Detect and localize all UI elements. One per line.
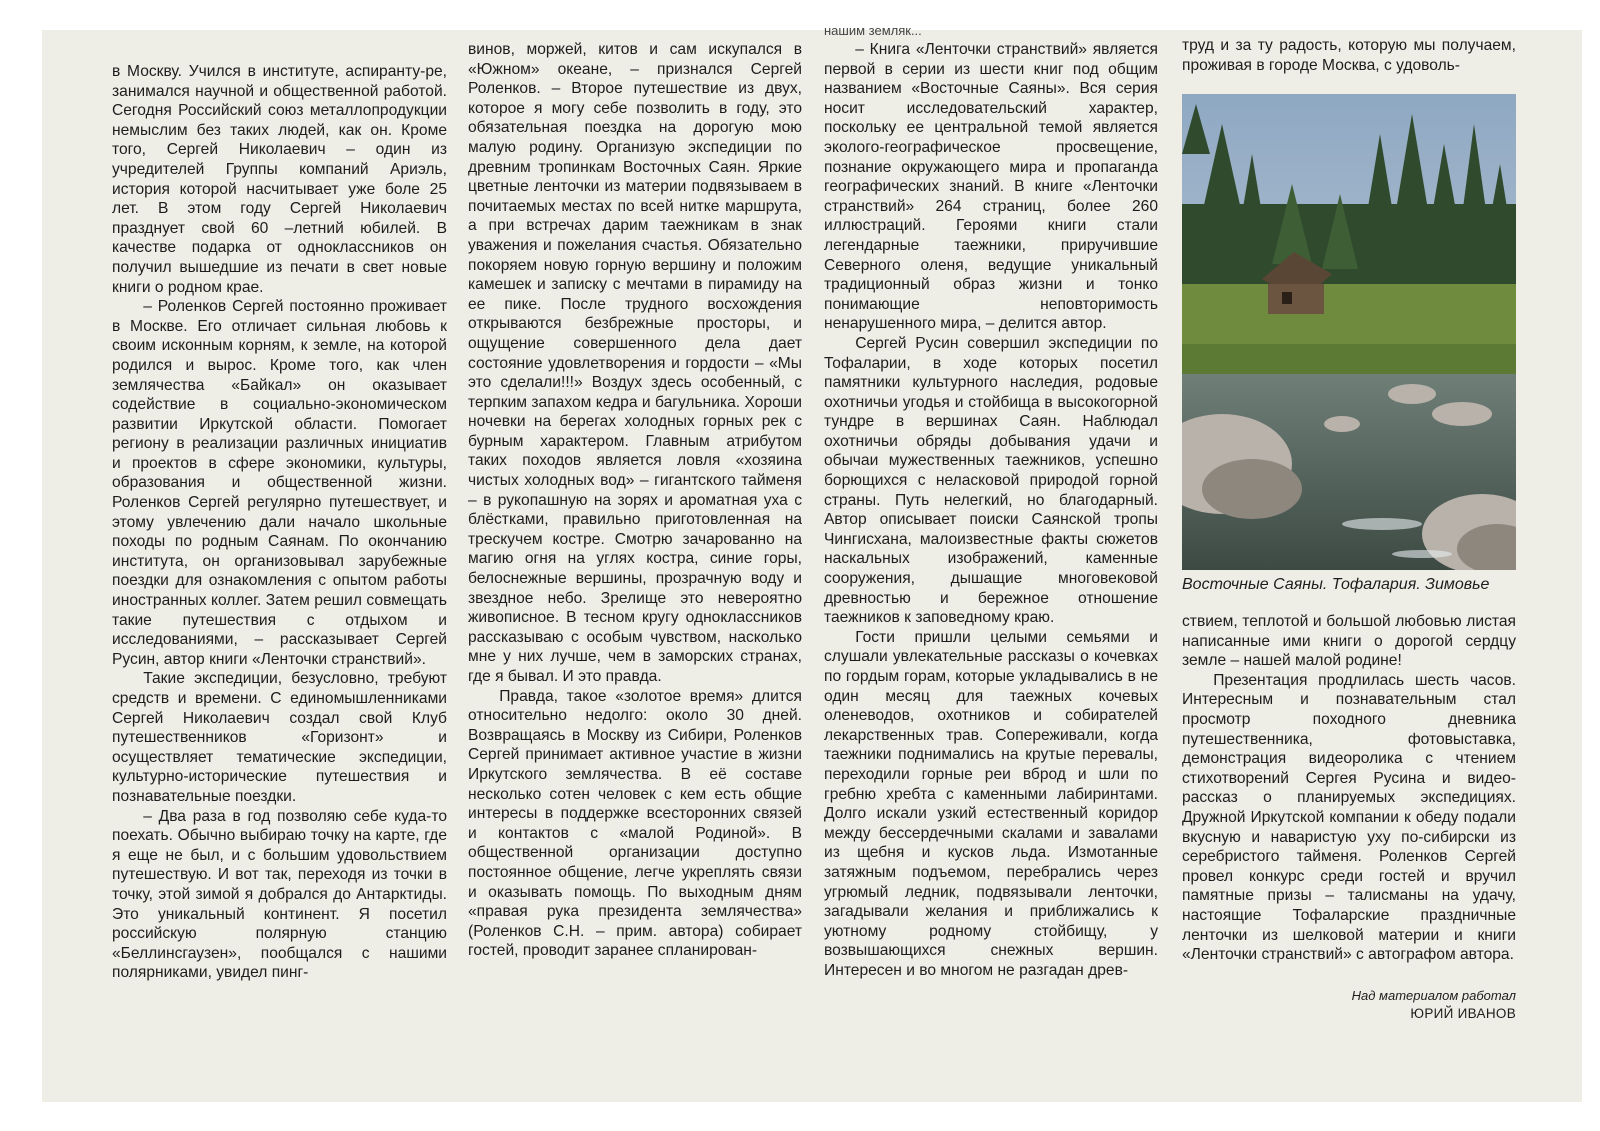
article-paragraph: Сергей Русин совершил экспедиции по Тофаларии, в ходе которых посетил памятники культурного наследия, родовые охотничьи угодья и стойбища в высокогорной тундре в вершинах Саян. Наблюдал охотничьи обряды добывания удачи и обычаи мужественных таежников, успешно борющихся с неласковой природой горной страны. Путь нелегкий, но благодарный. Автор описывает поиски Саянской тропы Чингисхана, малоизвестные факты сюжетов наскальных изображений, каменные сооружения, дышащие многовековой древностью и бережное отношение таежников к заповедному краю.	[824, 334, 1158, 627]
author-name: ЮРИЙ ИВАНОВ	[1410, 1006, 1516, 1021]
landscape-photo-icon	[1182, 94, 1516, 570]
cropped-top-fragment: нашим земляк...	[824, 26, 922, 36]
article-paragraph: винов, моржей, китов и сам искупался в «Южном» океане, – признался Сергей Роленков. – Второе путешествие из двух, которое я могу себе позволить в году, это обязательная поездка на дорогую мою малую родину. Организую экспедиции по древним тропинкам Восточных Саян. Яркие цветные ленточки из материи подвязываем в почитаемых местах по всей нитке маршрута, а при встречах дарим таежникам в знак уважения и пожелания счастья. Обязательно покоряем новую горную вершину и положим камешек и записку с мечтами в пирамиду на ее пике. После трудного восхождения открываются безбрежные просторы, и ощущение совершенного дела дает состояние удовлетворения и гордости – «Мы это сделали!!!» Воздух здесь особенный, с терпким запахом кедра и багульника. Хороши ночевки на берегах холодных горных рек с бурным характером. Главным атрибутом таких походов является ловля «хозяина чистых холодных вод» – гигантского тайменя – в рукопашную на зорях и ароматная уха с блёстками, правильно приготовленная на трескучем костре. Смотрю зачарованно на магию огня на углях костра, синие горы, белоснежные вершины, прозрачную воду и звездное небо. Зрелище это невероятно живописное. В тесном кругу одноклассников рассказываю с особым чувством, насколько мне у них лучше, чем в заморских странах, где я бывал. И это правда.	[468, 41, 802, 685]
article-paragraph: Презентация продлилась шесть часов. Интересным и познавательным стал просмотр походного дневника путешественника, фотовыставка, демонстрация видеоролика с чтением стихотворений Сергея Русина и видео-рассказ о планируемых экспедициях. Дружной Иркутской компании к обеду подали вкусную и наваристую уху по-сибирски из серебристого тайменя. Роленков Сергей провел конкурс среди гостей и вручил памятные призы – талисманы на удачу, настоящие Тофаларские праздничные ленточки из шелковой материи и книги «Ленточки странствий» с автографом автора.	[1182, 671, 1516, 964]
article-paragraph: Гости пришли целыми семьями и слушали увлекательные рассказы о кочевках по гордым горам, которые укладывались в не один месяц для таежных кочевых оленеводов, охотников и собирателей лекарственных трав. Сопереживали, когда таежники поднимались на крутые перевалы, переходили горные реи вброд и шли по гребню хребта с каменными лабиринтами. Долго искали узкий естественный коридор между бессердечными скалами и завалами из щебня и кусков льда. Измотанные затяжным подъемом, перебрались через угрюмый ледник, подвязывали ленточки, загадывали желания и приближались к уютному родному стойбищу, у возвышающихся снежных вершин. Интересен и во многом не разгадан древ-	[824, 628, 1158, 979]
article-paragraph: в Москву. Учился в институте, аспиранту-ре, занимался научной и общественной работой. Сегодня Российский союз металлопродукции немыслим без таких людей, как он. Кроме того, Сергей Николаевич – один из учредителей Группы компаний Ариэль, история которой насчитывает уже боле 25 лет. В этом году Сергей Николаевич празднует свой 60 –летний юбилей. В качестве подарка от одноклассников он получил вышедшие из печати в свет новые книги о родном крае.	[112, 63, 447, 296]
article-paragraph: – Роленков Сергей постоянно проживает в Москве. Его отличает сильная любовь к своим исконным корням, к земле, на которой родился и вырос. Кроме того, как член землячества «Байкал» он оказывает содействие в социально-экономическом развитии Иркутской области. Помогает региону в реализации различных инициатив и проектов в сфере экономики, культуры, образования и общественной жизни. Роленков Сергей регулярно путешествует, и этому увлечению дали начало школьные походы по родным Саянам. По окончанию института, он организовывал зарубежные поездки для ознакомления с опытом работы иностранных коллег. Затем решил совмещать такие путешествия с отдыхом и исследованиями, – рассказывает Сергей Русин, автор книги «Ленточки странствий».	[112, 298, 447, 668]
article-paragraph: Такие экспедиции, безусловно, требуют средств и времени. С единомышленниками Сергей Николаевич создал свой Клуб путешественников «Горизонт» и осуществляет тематические экспедиции, культурно-исторические путешествия и познавательные поездки.	[112, 670, 447, 805]
article-column-1	[112, 62, 447, 1052]
article-paragraph: Правда, такое «золотое время» длится относительно недолго: около 30 дней. Возвращаясь в Москву из Сибири, Роленков Сергей принимает активное участие в жизни Иркутского землячества. В её составе несколько сотен человек с кем есть общие интересы в поддержке всесторонних связей и контактов с «малой Родиной». В общественной организации доступно постоянное общение, легче укреплять связи и оказывать помощь. По выходным дням «правая рука президента землячества» (Роленков С.Н. – прим. автора) собирает гостей, проводит заранее спланирован-	[468, 687, 802, 960]
photo-caption: Восточные Саяны. Тофалария. Зимовье	[1182, 576, 1490, 593]
article-paragraph: – Два раза в год позволяю себе куда-то поехать. Обычно выбираю точку на карте, где я еще не был, и с большим удовольствием путешествую. И вот так, переходя из точки в точку, этой зимой я добрался до Антарктиды. Это уникальный континент. Я посетил российскую полярную станцию «Беллинсгаузен», пообщался с нашими полярниками, увидел пинг-	[112, 807, 447, 982]
landscape-photo	[1182, 94, 1516, 570]
article-column-4-bottom	[1182, 612, 1516, 982]
article-paragraph: – Книга «Ленточки странствий» является первой в серии из шести книг под общим названием «Восточные Саяны». Вся серия носит исследовательский характер, поскольку ее центральной темой является эколого-географическое просвещение, познание окружающего мира и пропаганда географических знаний. В книге «Ленточки странствий» 264 страниц, более 260 иллюстраций. Героями книги стали легендарные таежники, приручившие Северного оленя, ведущие уникальный традиционный образ жизни и тонко понимающие неповторимость ненарушенного мира, – делится автор.	[824, 41, 1158, 333]
article-column-3	[824, 40, 1158, 1052]
credit-label: Над материалом работал	[1351, 988, 1516, 1003]
article-paragraph: труд и за ту радость, которую мы получаем, проживая в городе Москва, с удоволь-	[1182, 37, 1516, 74]
article-paragraph: ствием, теплотой и большой любовью листая написанные ими книги о дорогой сердцу земле – нашей малой родине!	[1182, 613, 1516, 670]
article-column-2	[468, 40, 802, 1052]
article-column-4-top	[1182, 36, 1516, 80]
